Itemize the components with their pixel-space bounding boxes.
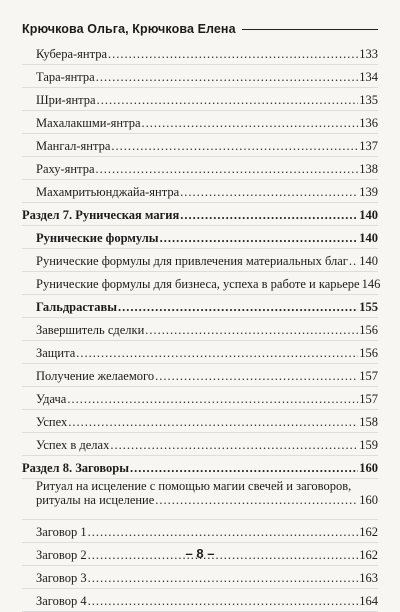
toc-entry-label: Удача: [36, 392, 67, 406]
toc-leader-dots: [88, 594, 359, 608]
toc-entry-page: 162: [359, 525, 378, 539]
toc-leader-dots: [155, 493, 358, 507]
toc-entry-label: Раху-янтра: [36, 162, 95, 176]
toc-entry-label: Рунические формулы: [36, 231, 159, 245]
toc-entry-label: Заговор 3: [36, 571, 87, 585]
toc-leader-dots: [180, 208, 358, 222]
toc-entry[interactable]: [22, 589, 378, 612]
toc-entry-page: 157: [359, 392, 378, 406]
toc-entry-page: 138: [359, 162, 378, 176]
toc-entry-label: Гальдраставы: [36, 300, 117, 314]
toc-entry[interactable]: [22, 65, 378, 88]
toc-leader-dots: [68, 415, 358, 429]
toc-leader-dots: [130, 461, 358, 475]
toc-entry-page: 136: [359, 116, 378, 130]
toc-entry-page: 133: [359, 47, 378, 61]
toc-entry-label: Рунические формулы для бизнеса, успеха в работе и карьере: [36, 277, 360, 291]
toc-leader-dots: [110, 438, 358, 452]
toc-entry-label: Успех в делах: [36, 438, 110, 452]
toc-leader-dots: [96, 162, 359, 176]
toc-leader-dots: [349, 254, 358, 268]
toc-entry-page: 164: [359, 594, 378, 608]
toc-entry-label: Заговор 4: [36, 594, 87, 608]
toc-entry-page: 137: [359, 139, 378, 153]
toc-entry-page: 140: [359, 208, 378, 222]
toc-entry[interactable]: [22, 226, 378, 249]
toc-leader-dots: [88, 571, 359, 585]
toc-entry-page: 139: [359, 185, 378, 199]
toc-leader-dots: [118, 300, 358, 314]
page-number: – 8 –: [185, 546, 215, 561]
toc-entry-page: 160: [359, 493, 378, 507]
toc-entry[interactable]: [22, 249, 378, 272]
toc-section-entry[interactable]: [22, 203, 378, 226]
toc-entry-page: 157: [359, 369, 378, 383]
toc-entry[interactable]: [22, 520, 378, 543]
toc-entry-label: Ритуал на исцеление с помощью магии свечей и заговоров,: [36, 479, 352, 493]
toc-entry-label: Раздел 8. Заговоры: [22, 461, 129, 475]
toc-entry[interactable]: [22, 364, 378, 387]
toc-entry-page: 140: [359, 254, 378, 268]
header-rule: [242, 29, 378, 30]
toc-entry-label: Заговор 1: [36, 525, 87, 539]
header-title: Крючкова Ольга, Крючкова Елена: [22, 22, 236, 36]
toc-entry-label: Кубера-янтра: [36, 47, 108, 61]
toc-entry[interactable]: [22, 157, 378, 180]
toc-entry[interactable]: [22, 134, 378, 157]
toc-entry-page: 156: [359, 346, 378, 360]
toc-entry-label-cont: ритуалы на исцеление: [36, 493, 155, 507]
toc-entry-page: 135: [359, 93, 378, 107]
toc-leader-dots: [155, 369, 358, 383]
toc-leader-dots: [97, 93, 359, 107]
toc-entry-page: 158: [359, 415, 378, 429]
toc-leader-dots: [76, 346, 358, 360]
toc-leader-dots: [67, 392, 358, 406]
toc-entry[interactable]: [22, 566, 378, 589]
toc-entry-label: Махалакшми-янтра: [36, 116, 141, 130]
toc-leader-dots: [145, 323, 358, 337]
toc-entry[interactable]: [22, 295, 378, 318]
toc-entry-page: 163: [359, 571, 378, 585]
toc-leader-dots: [111, 139, 358, 153]
toc-entry-page: 160: [359, 461, 378, 475]
toc-entry[interactable]: [22, 479, 378, 520]
toc-entry[interactable]: [22, 318, 378, 341]
toc-entry[interactable]: [22, 433, 378, 456]
toc-entry-page: 162: [359, 548, 378, 562]
toc-leader-dots: [96, 70, 359, 84]
toc-entry[interactable]: [22, 88, 378, 111]
toc-entry-page: 156: [359, 323, 378, 337]
toc-entry-label: Тара-янтра: [36, 70, 95, 84]
toc-entry-label: Заговор 2: [36, 548, 87, 562]
toc-entry[interactable]: [22, 272, 381, 295]
toc-entry-label: Раздел 7. Руническая магия: [22, 208, 180, 222]
toc-entry-page: 159: [359, 438, 378, 452]
table-of-contents: [22, 42, 381, 612]
toc-entry[interactable]: [22, 111, 378, 134]
toc-entry-label: Защита: [36, 346, 76, 360]
toc-entry-page: 146: [361, 277, 381, 291]
toc-leader-dots: [108, 47, 358, 61]
running-header: [22, 22, 378, 36]
toc-entry-label: Получение желаемого: [36, 369, 155, 383]
toc-leader-dots: [88, 525, 359, 539]
toc-entry-label: Шри-янтра: [36, 93, 96, 107]
toc-entry[interactable]: [22, 387, 378, 410]
toc-entry[interactable]: [22, 410, 378, 433]
toc-entry-page: 140: [359, 231, 378, 245]
toc-entry-label: Мангал-янтра: [36, 139, 111, 153]
toc-leader-dots: [180, 185, 358, 199]
toc-section-entry[interactable]: [22, 456, 378, 479]
toc-entry-label: Рунические формулы для привлечения материальных благ: [36, 254, 348, 268]
toc-entry-label: Успех: [36, 415, 68, 429]
toc-entry-page: 134: [359, 70, 378, 84]
toc-entry-label: Махамритьюнджайа-янтра: [36, 185, 180, 199]
toc-leader-dots: [142, 116, 359, 130]
toc-entry-label: Завершитель сделки: [36, 323, 145, 337]
toc-leader-dots: [160, 231, 359, 245]
toc-entry[interactable]: [22, 341, 378, 364]
toc-entry[interactable]: [22, 42, 378, 65]
toc-entry[interactable]: [22, 180, 378, 203]
toc-entry-page: 155: [359, 300, 378, 314]
